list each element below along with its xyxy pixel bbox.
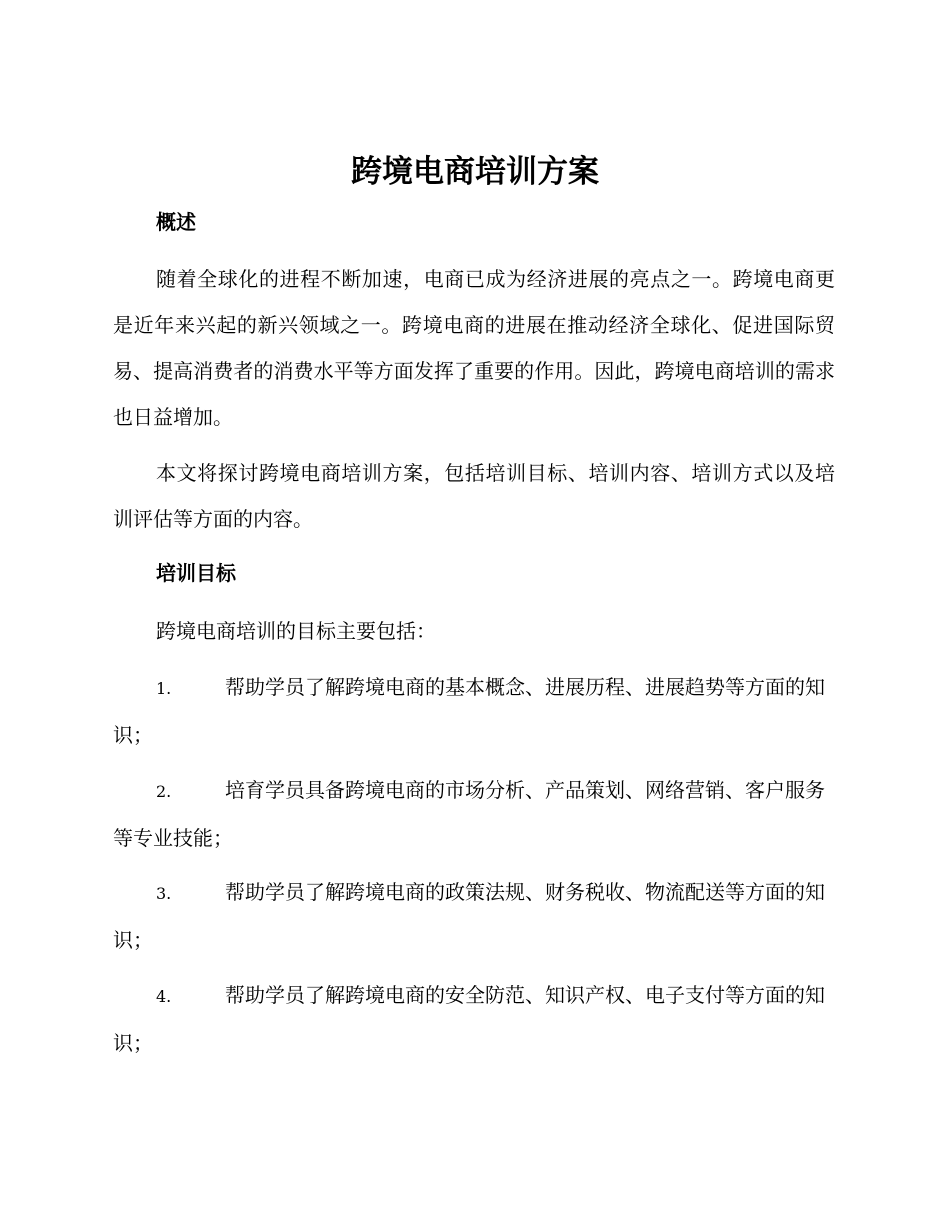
section-heading-overview: 概述: [156, 210, 196, 234]
list-item-text: 帮助学员了解跨境电商的政策法规、财务税收、物流配送等方面的知识；: [113, 880, 825, 952]
list-number: 2.: [156, 782, 172, 801]
list-item: [113, 767, 835, 861]
list-item-text: 帮助学员了解跨境电商的安全防范、知识产权、电子支付等方面的知识；: [113, 983, 825, 1055]
list-item: [113, 972, 835, 1066]
section-heading-training-goals: 培训目标: [156, 561, 236, 585]
list-item-text: 培育学员具备跨境电商的市场分析、产品策划、网络营销、客户服务等专业技能；: [113, 778, 825, 850]
document-title: 跨境电商培训方案: [351, 154, 599, 190]
paragraph: 随着全球化的进程不断加速，电商已成为经济进展的亮点之一。跨境电商更是近年来兴起的新兴领域之一。跨境电商的进展在推动经济全球化、促进国际贸易、提高消费者的消费水平等方面发挥了重要的作用。因此，跨境电商培训的需求也日益增加。: [113, 267, 835, 429]
list-number: 4.: [156, 987, 172, 1006]
list-item: [113, 869, 835, 963]
list-number: 1.: [156, 679, 172, 698]
list-lead: 跨境电商培训的目标主要包括：: [156, 619, 436, 643]
list-item-text: 帮助学员了解跨境电商的基本概念、进展历程、进展趋势等方面的知识；: [113, 675, 825, 747]
list-number: 3.: [156, 884, 172, 903]
list-item: [113, 664, 835, 758]
paragraph: 本文将探讨跨境电商培训方案，包括培训目标、培训内容、培训方式以及培训评估等方面的内容。: [113, 461, 835, 531]
